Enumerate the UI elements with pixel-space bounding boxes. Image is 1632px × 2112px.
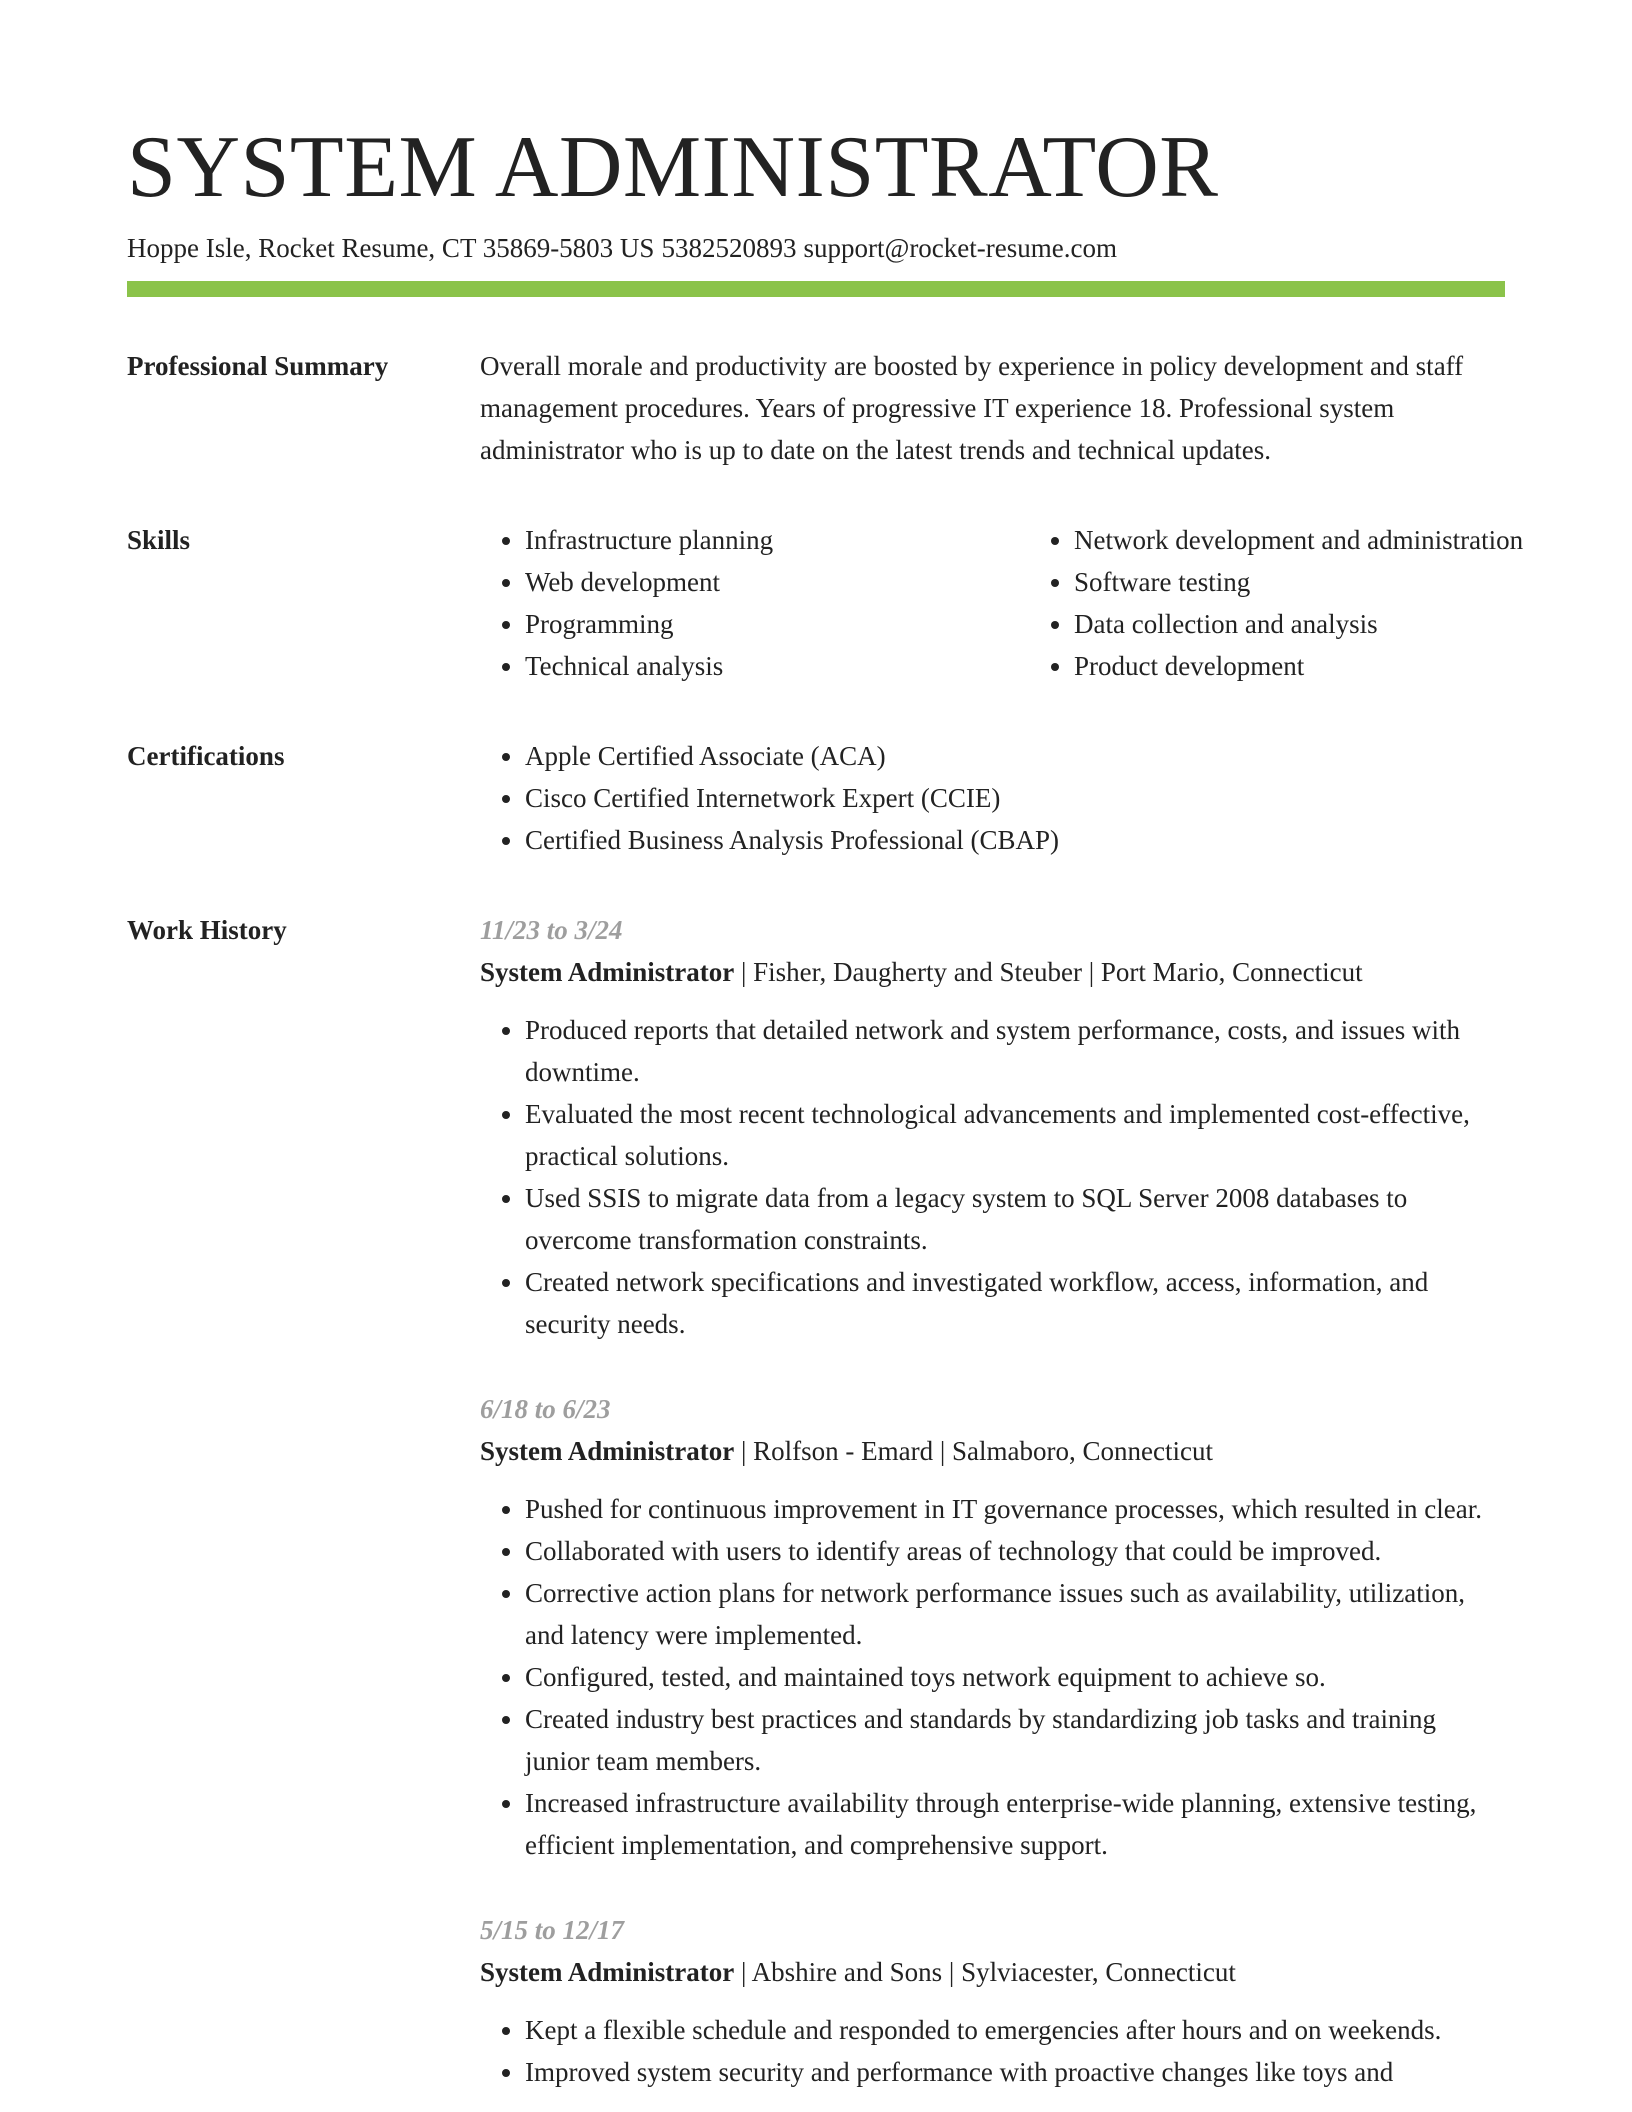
job-dates: 6/18 to 6/23: [480, 1394, 611, 1424]
summary-label: Professional Summary: [127, 351, 389, 381]
skill-item: • Infrastructure planning: [525, 519, 985, 561]
skill-item: • Technical analysis: [525, 645, 985, 687]
skill-item: • Web development: [525, 561, 985, 603]
summary-text: Overall morale and productivity are boosted by experience in policy development and staff management procedures. Years of progressive IT experience 18. Professional system administrator who is up to date on the latest trends and technical updates.: [480, 351, 1464, 465]
job-company: Abshire and Sons: [751, 1957, 943, 1987]
work-history-label: Work History: [127, 915, 287, 945]
job-location: Port Mario, Connecticut: [1100, 957, 1363, 987]
skills-label: Skills: [127, 525, 191, 555]
job-separator: |: [942, 1957, 962, 1987]
job-bullet: • Used SSIS to migrate data from a legacy system to SQL Server 2008 databases to overcome transformation constraints.: [525, 1177, 1505, 1261]
summary-section: [127, 345, 1505, 471]
job-bullets: [480, 2009, 1505, 2093]
skill-item: • Software testing: [1074, 561, 1534, 603]
contact-phone: 5382520893: [661, 233, 797, 263]
job-company: Fisher, Daugherty and Steuber: [753, 957, 1082, 987]
job-bullet: • Created industry best practices and standards by standardizing job tasks and training junior team members.: [525, 1698, 1505, 1782]
job-separator: |: [933, 1436, 953, 1466]
job-bullet: • Created network specifications and investigated workflow, access, information, and security needs.: [525, 1261, 1505, 1345]
job-entry: [480, 1388, 1505, 1866]
job-dates: 5/15 to 12/17: [480, 1915, 625, 1945]
certification-item: • Cisco Certified Internetwork Expert (CCIE): [525, 777, 1505, 819]
skill-item: • Data collection and analysis: [1074, 603, 1534, 645]
job-bullet: • Improved system security and performance with proactive changes like toys and: [525, 2051, 1505, 2093]
job-title: System Administrator: [480, 1957, 735, 1987]
job-bullets: [480, 1009, 1505, 1345]
contact-address: Hoppe Isle, Rocket Resume, CT 35869-5803 US: [127, 233, 655, 263]
job-title: System Administrator: [480, 1436, 735, 1466]
job-separator: |: [1081, 957, 1101, 987]
job-bullet: • Pushed for continuous improvement in IT governance processes, which resulted in clear.: [525, 1488, 1505, 1530]
certification-item: • Apple Certified Associate (ACA): [525, 735, 1505, 777]
job-bullet: • Corrective action plans for network performance issues such as availability, utilization, and latency were implemented.: [525, 1572, 1505, 1656]
resume-page: [127, 118, 1524, 2093]
job-heading: [480, 1951, 1505, 1993]
job-title: System Administrator: [480, 957, 735, 987]
job-bullet: • Increased infrastructure availability through enterprise-wide planning, extensive testing, efficient implementation, and comprehensive support.: [525, 1782, 1505, 1866]
job-location: Salmaboro, Connecticut: [952, 1436, 1213, 1466]
job-separator: |: [734, 1957, 752, 1987]
skills-section: [127, 519, 1524, 687]
job-bullet: • Configured, tested, and maintained toys network equipment to achieve so.: [525, 1656, 1505, 1698]
contact-email: support@rocket-resume.com: [803, 233, 1117, 263]
certification-item: • Certified Business Analysis Professional (CBAP): [525, 819, 1505, 861]
certifications-section: [127, 735, 1505, 861]
job-bullets: [480, 1488, 1505, 1866]
job-heading: [480, 1430, 1505, 1472]
job-location: Sylviacester, Connecticut: [961, 1957, 1236, 1987]
job-entry: [480, 909, 1505, 1345]
skill-item: • Programming: [525, 603, 985, 645]
certifications-label: Certifications: [127, 741, 285, 771]
job-bullet: • Kept a flexible schedule and responded to emergencies after hours and on weekends.: [525, 2009, 1505, 2051]
skill-item: • Product development: [1074, 645, 1534, 687]
skills-list-left: [480, 519, 985, 687]
work-history-section: [127, 909, 1505, 2093]
resume-title: SYSTEM ADMINISTRATOR: [127, 119, 1219, 216]
job-bullet: • Collaborated with users to identify areas of technology that could be improved.: [525, 1530, 1505, 1572]
job-heading: [480, 951, 1505, 993]
job-separator: |: [734, 957, 754, 987]
job-company: Rolfson - Emard: [753, 1436, 934, 1466]
accent-rule: [127, 281, 1505, 297]
job-separator: |: [734, 1436, 754, 1466]
job-bullet: • Produced reports that detailed network and system performance, costs, and issues with downtime.: [525, 1009, 1505, 1093]
skill-item: • Network development and administration: [1074, 519, 1534, 561]
skills-list-right: [1029, 519, 1534, 687]
job-bullet: • Evaluated the most recent technological advancements and implemented cost-effective, practical solutions.: [525, 1093, 1505, 1177]
certifications-list: [480, 735, 1505, 861]
job-entry: [480, 1909, 1505, 2093]
job-dates: 11/23 to 3/24: [480, 915, 623, 945]
contact-line: [127, 228, 1505, 268]
